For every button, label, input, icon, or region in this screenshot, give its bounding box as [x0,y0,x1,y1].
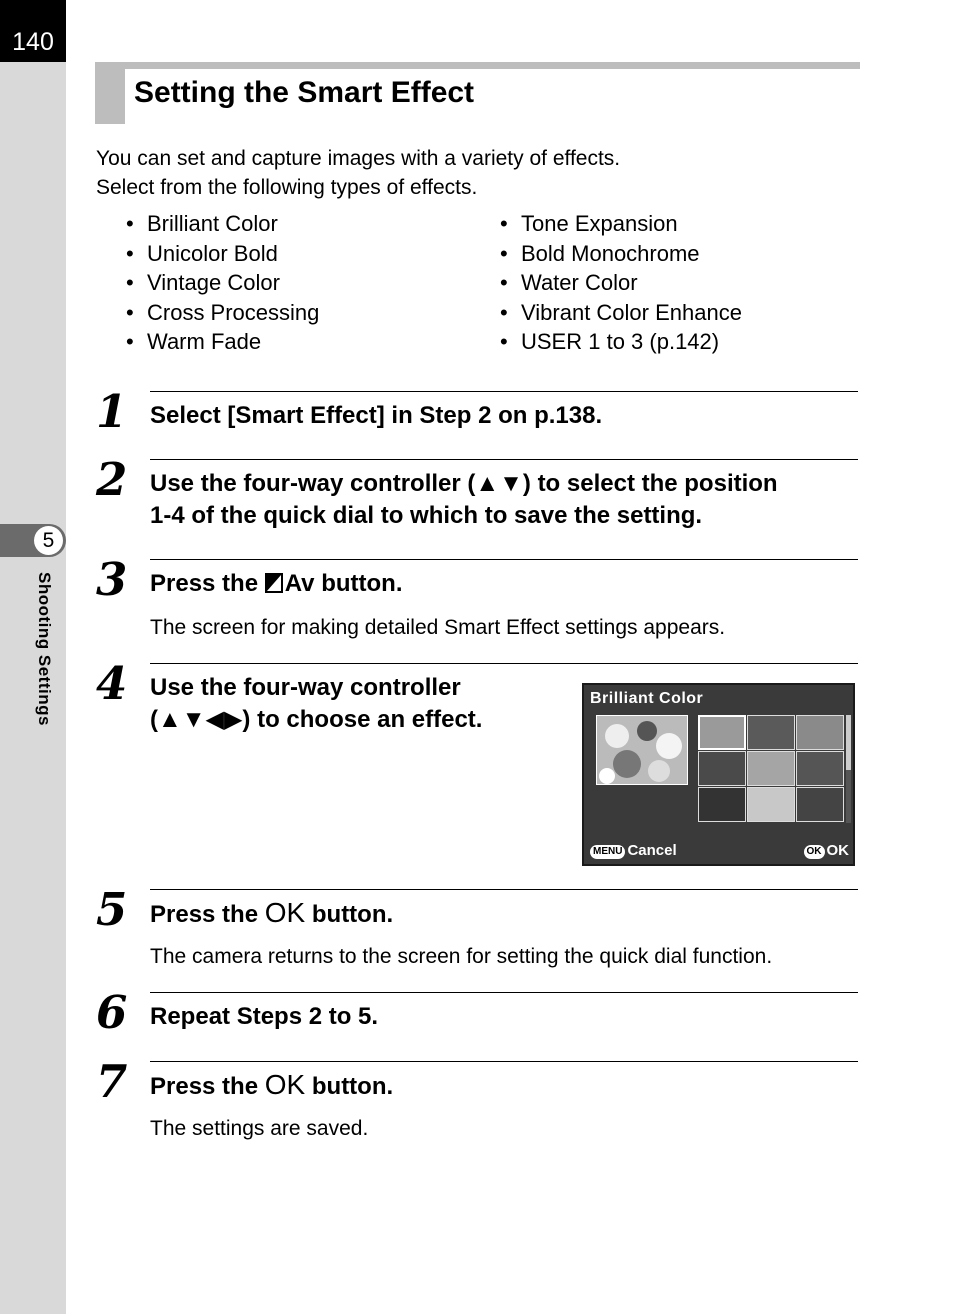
step-divider [150,663,858,664]
step-text: button. [305,1073,394,1100]
section-header [95,62,860,124]
list-item: • Bold Monochrome [496,239,742,269]
step-divider [150,889,858,890]
preview-image [596,715,688,785]
up-down-arrows-icon: ▲▼ [475,470,523,497]
step-number: 6 [96,986,128,1039]
av-label: Av [284,570,315,597]
header-block [95,62,125,124]
list-item: • Tone Expansion [496,209,742,239]
effect-thumbnail[interactable] [698,715,746,750]
effects-list-left [122,209,319,357]
screen-title: Brilliant Color [590,690,704,707]
list-item: • Vibrant Color Enhance [496,298,742,328]
four-way-arrows-icon: ▲▼◀▶ [158,706,243,733]
step-number: 3 [96,553,128,606]
chapter-title: Shooting Settings [35,572,54,726]
step-divider [150,1061,858,1062]
intro-text [96,144,620,202]
list-item: • USER 1 to 3 (p.142) [496,327,742,357]
scrollbar-thumb[interactable] [846,715,851,770]
step-title: Select [Smart Effect] in Step 2 on p.138. [150,402,603,429]
sidebar [0,0,66,1314]
ev-compensation-icon [265,573,283,593]
list-item: • Water Color [496,268,742,298]
step-description: The screen for making detailed Smart Effect settings appears. [150,616,726,639]
step-divider [150,992,858,993]
scrollbar[interactable] [846,715,851,823]
screen-footer [590,842,849,862]
list-item: • Unicolor Bold [122,239,319,269]
step-text: Press the [150,901,265,928]
step-title [150,1069,393,1103]
effect-thumbnail[interactable] [698,751,746,786]
step-number: 5 [96,883,128,936]
step-text: Press the [150,1073,265,1100]
list-item: • Cross Processing [122,298,319,328]
ok-button-icon: OK [264,897,306,928]
effect-thumbnail[interactable] [796,751,844,786]
effect-thumbnail[interactable] [796,787,844,822]
step-divider [150,459,858,460]
step-text: button. [305,901,394,928]
effect-thumbnail[interactable] [747,751,795,786]
step-text: Use the four-way controller [150,674,461,701]
step-title [150,468,778,532]
step-text: 1-4 of the quick dial to which to save the setting. [150,502,703,529]
step-divider [150,559,858,560]
ok-key-icon: OK [804,845,825,859]
menu-key-icon: MENU [590,845,625,859]
step-description: The camera returns to the screen for setting the quick dial function. [150,945,773,968]
step-number: 4 [96,657,128,710]
intro-line-2: Select from the following types of effects. [96,176,478,199]
camera-screen [582,683,855,866]
step-title [150,568,403,600]
step-description: The settings are saved. [150,1117,369,1140]
list-item: • Brilliant Color [122,209,319,239]
list-item: • Warm Fade [122,327,319,357]
header-rule [95,62,860,69]
step-title [150,897,393,931]
step-text: Use the four-way controller ( [150,470,476,497]
effect-grid [698,715,844,823]
ok-label: OK [826,842,849,859]
step-title [150,672,482,736]
flower-thumbnail-icon [597,716,687,784]
step-title: Repeat Steps 2 to 5. [150,1003,379,1030]
page-number: 140 [0,0,66,62]
step-text: Press the [150,570,265,597]
step-text: button. [314,570,403,597]
effect-thumbnail[interactable] [747,715,795,750]
list-item: • Vintage Color [122,268,319,298]
step-text: ) to choose an effect. [242,706,483,733]
section-title: Setting the Smart Effect [134,76,475,109]
step-number: 1 [96,385,128,438]
step-text: ( [150,706,158,733]
ok-control[interactable] [804,842,850,859]
intro-line-1: You can set and capture images with a variety of effects. [96,147,621,170]
step-text: ) to select the position [522,470,778,497]
step-number: 2 [96,453,128,506]
effect-thumbnail[interactable] [698,787,746,822]
effect-thumbnail[interactable] [747,787,795,822]
step-divider [150,391,858,392]
ok-button-icon: OK [264,1069,306,1100]
step-number: 7 [96,1055,128,1108]
effect-thumbnail[interactable] [796,715,844,750]
effects-list-right [496,209,742,357]
cancel-label[interactable]: Cancel [627,842,677,859]
chapter-number: 5 [34,526,63,555]
